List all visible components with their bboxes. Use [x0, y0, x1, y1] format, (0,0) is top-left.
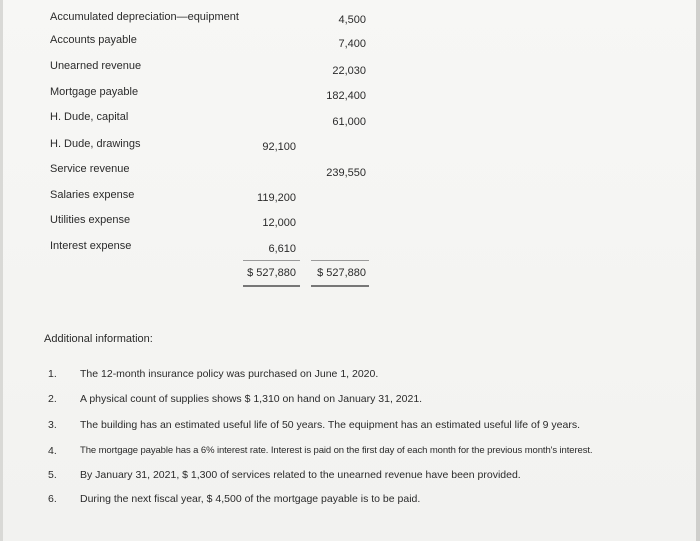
table-row: [0, 34, 700, 54]
account-label: H. Dude, capital: [50, 111, 129, 123]
table-row: [0, 138, 700, 158]
credit-double-rule: [311, 285, 369, 287]
debit-amount: 119,200: [257, 192, 296, 204]
totals-row: [0, 267, 700, 287]
table-row: [0, 60, 700, 80]
table-row: [0, 111, 700, 131]
account-label: H. Dude, drawings: [50, 138, 141, 150]
account-label: Utilities expense: [50, 214, 131, 226]
account-label: Accumulated depreciation—equipment: [50, 11, 239, 23]
credit-amount: 7,400: [338, 38, 366, 50]
account-label: Mortgage payable: [50, 86, 139, 98]
debit-double-rule: [243, 285, 300, 287]
note-text: During the next fiscal year, $ 4,500 of the mortgage payable is to be paid.: [80, 493, 421, 505]
credit-amount: 4,500: [338, 14, 366, 26]
debit-total-rule: [243, 260, 300, 261]
total-credit: $ 527,880: [317, 267, 366, 279]
note-text: The 12-month insurance policy was purchased on June 1, 2020.: [80, 368, 379, 380]
credit-amount: 239,550: [326, 167, 366, 179]
credit-amount: 22,030: [332, 65, 366, 77]
account-label: Interest expense: [50, 240, 132, 252]
debit-amount: 92,100: [262, 141, 296, 153]
credit-amount: 61,000: [332, 116, 366, 128]
account-label: Salaries expense: [50, 189, 135, 201]
note-text: By January 31, 2021, $ 1,300 of services related to the unearned revenue have been provided.: [80, 469, 521, 481]
note-text: A physical count of supplies shows $ 1,310 on hand on January 31, 2021.: [80, 393, 423, 405]
note-text: The building has an estimated useful life of 50 years. The equipment has an estimated useful life of 9 years.: [80, 419, 581, 431]
table-row: [0, 86, 700, 106]
note-number: 5.: [48, 469, 57, 481]
table-row: [0, 240, 700, 260]
table-row: [0, 11, 700, 31]
credit-amount: 182,400: [326, 90, 366, 102]
credit-total-rule: [311, 260, 369, 261]
note-text: The mortgage payable has a 6% interest rate. Interest is paid on the first day of each month for the previous month's interest.: [80, 445, 593, 456]
account-label: Accounts payable: [50, 34, 137, 46]
account-label: Service revenue: [50, 163, 130, 175]
account-label: Unearned revenue: [50, 60, 142, 72]
table-row: [0, 163, 700, 183]
total-debit: $ 527,880: [247, 267, 296, 279]
debit-amount: 12,000: [262, 217, 296, 229]
note-number: 6.: [48, 493, 57, 505]
table-row: [0, 189, 700, 209]
debit-amount: 6,610: [268, 243, 296, 255]
note-number: 2.: [48, 393, 57, 405]
additional-info-heading: Additional information:: [44, 333, 153, 345]
table-row: [0, 214, 700, 234]
note-number: 4.: [48, 445, 57, 457]
note-number: 3.: [48, 419, 57, 431]
note-number: 1.: [48, 368, 57, 380]
